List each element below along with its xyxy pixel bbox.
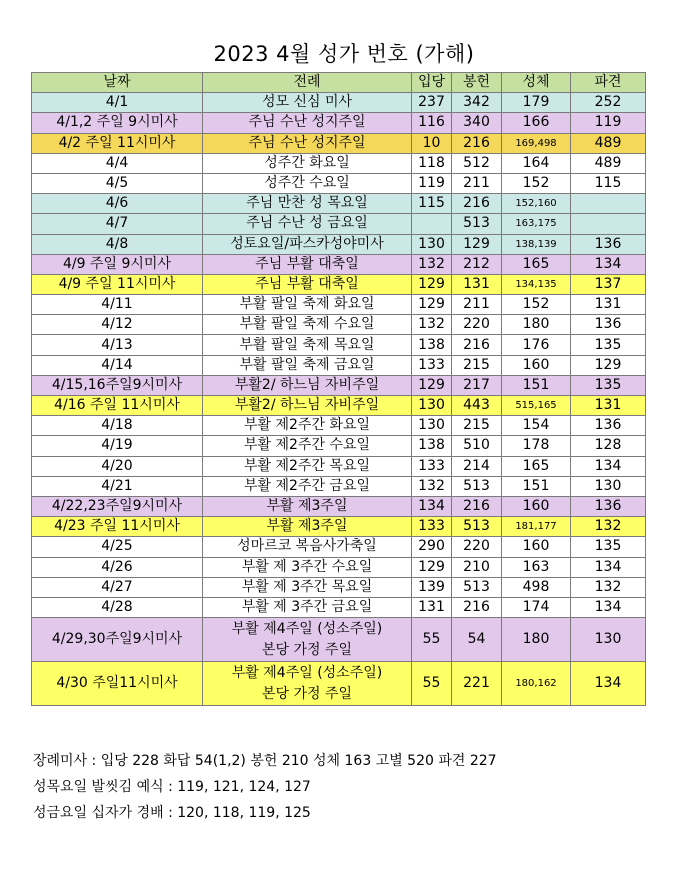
table-row — [32, 476, 646, 496]
liturgy-cell: 부활 제 3주간 수요일 — [203, 557, 412, 577]
dismissal-cell: 135 — [571, 335, 646, 355]
date-cell: 4/11 — [32, 295, 203, 315]
offertory-cell: 216 — [452, 194, 502, 214]
dismissal-cell: 489 — [571, 133, 646, 153]
table-row — [32, 214, 646, 234]
date-cell: 4/27 — [32, 577, 203, 597]
date-cell: 4/26 — [32, 557, 203, 577]
offertory-cell: 512 — [452, 153, 502, 173]
offertory-cell: 220 — [452, 315, 502, 335]
offertory-cell: 212 — [452, 254, 502, 274]
offertory-cell: 211 — [452, 173, 502, 193]
entrance-cell: 131 — [412, 597, 452, 617]
entrance-cell: 237 — [412, 93, 452, 113]
table-row — [32, 335, 646, 355]
table-row — [32, 517, 646, 537]
table-row — [32, 537, 646, 557]
table-row — [32, 456, 646, 476]
offertory-cell: 54 — [452, 618, 502, 662]
dismissal-cell: 131 — [571, 295, 646, 315]
table-row — [32, 416, 646, 436]
date-cell: 4/22,23주일9시미사 — [32, 496, 203, 516]
communion-cell: 178 — [502, 436, 571, 456]
table-row — [32, 113, 646, 133]
liturgy-cell: 주님 부활 대축일 — [203, 274, 412, 294]
table-row — [32, 618, 646, 662]
date-cell: 4/14 — [32, 355, 203, 375]
header-communion: 성체 — [502, 73, 571, 93]
table-row — [32, 254, 646, 274]
liturgy-cell: 부활2/ 하느님 자비주일 — [203, 375, 412, 395]
communion-cell: 174 — [502, 597, 571, 617]
date-cell: 4/19 — [32, 436, 203, 456]
dismissal-cell: 130 — [571, 476, 646, 496]
table-header-row — [32, 73, 646, 93]
date-cell: 4/21 — [32, 476, 203, 496]
table-row — [32, 355, 646, 375]
communion-cell: 180,162 — [502, 662, 571, 706]
communion-cell: 154 — [502, 416, 571, 436]
date-cell: 4/13 — [32, 335, 203, 355]
header-offertory: 봉헌 — [452, 73, 502, 93]
table-row — [32, 234, 646, 254]
offertory-cell: 220 — [452, 537, 502, 557]
date-cell: 4/29,30주일9시미사 — [32, 618, 203, 662]
entrance-cell: 139 — [412, 577, 452, 597]
offertory-cell: 443 — [452, 396, 502, 416]
dismissal-cell — [571, 194, 646, 214]
date-cell: 4/7 — [32, 214, 203, 234]
entrance-cell: 55 — [412, 618, 452, 662]
liturgy-cell: 성모 신심 미사 — [203, 93, 412, 113]
offertory-cell: 513 — [452, 476, 502, 496]
liturgy-cell: 부활2/ 하느님 자비주일 — [203, 396, 412, 416]
offertory-cell: 129 — [452, 234, 502, 254]
dismissal-cell: 129 — [571, 355, 646, 375]
entrance-cell: 130 — [412, 234, 452, 254]
date-cell: 4/6 — [32, 194, 203, 214]
page-title: 2023 4월 성가 번호 (가해) — [213, 42, 475, 66]
communion-cell: 180 — [502, 315, 571, 335]
dismissal-cell: 252 — [571, 93, 646, 113]
offertory-cell: 131 — [452, 274, 502, 294]
dismissal-cell: 134 — [571, 597, 646, 617]
communion-cell: 169,498 — [502, 133, 571, 153]
offertory-cell: 510 — [452, 436, 502, 456]
table-row — [32, 396, 646, 416]
offertory-cell: 342 — [452, 93, 502, 113]
header-entrance: 입당 — [412, 73, 452, 93]
date-cell: 4/8 — [32, 234, 203, 254]
table-row — [32, 375, 646, 395]
liturgy-cell: 주님 수난 성 금요일 — [203, 214, 412, 234]
dismissal-cell: 135 — [571, 375, 646, 395]
dismissal-cell: 136 — [571, 315, 646, 335]
date-cell: 4/4 — [32, 153, 203, 173]
offertory-cell: 216 — [452, 133, 502, 153]
communion-cell: 165 — [502, 254, 571, 274]
table-row — [32, 295, 646, 315]
communion-cell: 163 — [502, 557, 571, 577]
dismissal-cell: 135 — [571, 537, 646, 557]
liturgy-cell: 부활 팔일 축제 목요일 — [203, 335, 412, 355]
liturgy-cell: 부활 팔일 축제 화요일 — [203, 295, 412, 315]
note-good-friday: 성금요일 십자가 경배 : 120, 118, 119, 125 — [33, 805, 311, 821]
entrance-cell: 129 — [412, 295, 452, 315]
header-liturgy: 전례 — [203, 73, 412, 93]
offertory-cell: 216 — [452, 496, 502, 516]
liturgy-cell: 성마르코 복음사가축일 — [203, 537, 412, 557]
communion-cell: 498 — [502, 577, 571, 597]
dismissal-cell: 128 — [571, 436, 646, 456]
header-dismissal: 파견 — [571, 73, 646, 93]
liturgy-cell: 부활 제2주간 금요일 — [203, 476, 412, 496]
communion-cell: 138,139 — [502, 234, 571, 254]
date-cell: 4/9 주일 11시미사 — [32, 274, 203, 294]
liturgy-cell: 부활 제 3주간 금요일 — [203, 597, 412, 617]
offertory-cell: 221 — [452, 662, 502, 706]
communion-cell: 515,165 — [502, 396, 571, 416]
entrance-cell: 138 — [412, 335, 452, 355]
liturgy-cell: 성주간 화요일 — [203, 153, 412, 173]
entrance-cell: 133 — [412, 517, 452, 537]
table-row — [32, 315, 646, 335]
communion-cell: 160 — [502, 496, 571, 516]
table-row — [32, 557, 646, 577]
communion-cell: 180 — [502, 618, 571, 662]
entrance-cell: 290 — [412, 537, 452, 557]
entrance-cell: 119 — [412, 173, 452, 193]
communion-cell: 176 — [502, 335, 571, 355]
liturgy-cell: 부활 제2주간 화요일 — [203, 416, 412, 436]
dismissal-cell: 132 — [571, 577, 646, 597]
liturgy-cell: 부활 제2주간 수요일 — [203, 436, 412, 456]
dismissal-cell: 132 — [571, 517, 646, 537]
table-row — [32, 577, 646, 597]
communion-cell: 151 — [502, 375, 571, 395]
dismissal-cell: 131 — [571, 396, 646, 416]
communion-cell: 160 — [502, 355, 571, 375]
dismissal-cell: 134 — [571, 456, 646, 476]
offertory-cell: 513 — [452, 214, 502, 234]
liturgy-line-1: 부활 제4주일 (성소주일) — [231, 664, 383, 681]
offertory-cell: 513 — [452, 577, 502, 597]
entrance-cell: 115 — [412, 194, 452, 214]
date-cell: 4/15,16주일9시미사 — [32, 375, 203, 395]
table-row — [32, 93, 646, 113]
entrance-cell: 129 — [412, 375, 452, 395]
entrance-cell: 130 — [412, 416, 452, 436]
dismissal-cell: 115 — [571, 173, 646, 193]
date-cell: 4/1,2 주일 9시미사 — [32, 113, 203, 133]
dismissal-cell — [571, 214, 646, 234]
liturgy-cell: 성주간 수요일 — [203, 173, 412, 193]
entrance-cell: 129 — [412, 274, 452, 294]
communion-cell: 165 — [502, 456, 571, 476]
liturgy-line-1: 부활 제4주일 (성소주일) — [231, 620, 383, 637]
offertory-cell: 211 — [452, 295, 502, 315]
dismissal-cell: 136 — [571, 234, 646, 254]
note-funeral: 장례미사 : 입당 228 화답 54(1,2) 봉헌 210 성체 163 고별 520 파견 227 — [33, 753, 497, 769]
date-cell: 4/2 주일 11시미사 — [32, 133, 203, 153]
table-row — [32, 436, 646, 456]
notes-section — [33, 748, 497, 826]
entrance-cell: 132 — [412, 476, 452, 496]
table-row — [32, 153, 646, 173]
entrance-cell: 133 — [412, 456, 452, 476]
communion-cell: 152 — [502, 295, 571, 315]
liturgy-cell: 부활 팔일 축제 금요일 — [203, 355, 412, 375]
liturgy-cell: 주님 부활 대축일 — [203, 254, 412, 274]
liturgy-cell: 성토요일/파스카성야미사 — [203, 234, 412, 254]
entrance-cell: 134 — [412, 496, 452, 516]
dismissal-cell: 134 — [571, 254, 646, 274]
dismissal-cell: 489 — [571, 153, 646, 173]
liturgy-cell — [203, 662, 412, 706]
entrance-cell — [412, 214, 452, 234]
communion-cell: 152,160 — [502, 194, 571, 214]
entrance-cell: 129 — [412, 557, 452, 577]
entrance-cell: 133 — [412, 355, 452, 375]
offertory-cell: 210 — [452, 557, 502, 577]
entrance-cell: 118 — [412, 153, 452, 173]
offertory-cell: 215 — [452, 355, 502, 375]
liturgy-cell: 부활 제3주일 — [203, 517, 412, 537]
communion-cell: 166 — [502, 113, 571, 133]
communion-cell: 160 — [502, 537, 571, 557]
date-cell: 4/18 — [32, 416, 203, 436]
liturgy-cell: 부활 제3주일 — [203, 496, 412, 516]
table-row — [32, 274, 646, 294]
entrance-cell: 10 — [412, 133, 452, 153]
offertory-cell: 214 — [452, 456, 502, 476]
liturgy-cell: 주님 수난 성지주일 — [203, 113, 412, 133]
communion-cell: 134,135 — [502, 274, 571, 294]
liturgy-cell: 부활 제2주간 목요일 — [203, 456, 412, 476]
table-row — [32, 496, 646, 516]
date-cell: 4/16 주일 11시미사 — [32, 396, 203, 416]
entrance-cell: 138 — [412, 436, 452, 456]
date-cell: 4/9 주일 9시미사 — [32, 254, 203, 274]
date-cell: 4/23 주일 11시미사 — [32, 517, 203, 537]
dismissal-cell: 137 — [571, 274, 646, 294]
entrance-cell: 130 — [412, 396, 452, 416]
communion-cell: 181,177 — [502, 517, 571, 537]
offertory-cell: 217 — [452, 375, 502, 395]
entrance-cell: 132 — [412, 254, 452, 274]
entrance-cell: 132 — [412, 315, 452, 335]
dismissal-cell: 134 — [571, 557, 646, 577]
communion-cell: 179 — [502, 93, 571, 113]
liturgy-cell: 부활 제 3주간 목요일 — [203, 577, 412, 597]
offertory-cell: 340 — [452, 113, 502, 133]
communion-cell: 151 — [502, 476, 571, 496]
header-date: 날짜 — [32, 73, 203, 93]
liturgy-cell: 주님 수난 성지주일 — [203, 133, 412, 153]
communion-cell: 164 — [502, 153, 571, 173]
date-cell: 4/30 주일11시미사 — [32, 662, 203, 706]
offertory-cell: 215 — [452, 416, 502, 436]
offertory-cell: 216 — [452, 597, 502, 617]
date-cell: 4/20 — [32, 456, 203, 476]
entrance-cell: 116 — [412, 113, 452, 133]
note-holy-thursday: 성목요일 발씻김 예식 : 119, 121, 124, 127 — [33, 779, 311, 795]
dismissal-cell: 134 — [571, 662, 646, 706]
offertory-cell: 513 — [452, 517, 502, 537]
liturgy-line-2: 본당 가정 주일 — [261, 685, 353, 702]
communion-cell: 152 — [502, 173, 571, 193]
date-cell: 4/5 — [32, 173, 203, 193]
liturgy-cell: 부활 팔일 축제 수요일 — [203, 315, 412, 335]
hymn-schedule-table — [31, 72, 646, 706]
offertory-cell: 216 — [452, 335, 502, 355]
date-cell: 4/28 — [32, 597, 203, 617]
dismissal-cell: 130 — [571, 618, 646, 662]
dismissal-cell: 119 — [571, 113, 646, 133]
communion-cell: 163,175 — [502, 214, 571, 234]
date-cell: 4/12 — [32, 315, 203, 335]
liturgy-cell: 주님 만찬 성 목요일 — [203, 194, 412, 214]
dismissal-cell: 136 — [571, 496, 646, 516]
table-row — [32, 597, 646, 617]
table-row — [32, 173, 646, 193]
date-cell: 4/1 — [32, 93, 203, 113]
liturgy-line-2: 본당 가정 주일 — [261, 641, 353, 658]
table-row — [32, 662, 646, 706]
date-cell: 4/25 — [32, 537, 203, 557]
entrance-cell: 55 — [412, 662, 452, 706]
liturgy-cell — [203, 618, 412, 662]
dismissal-cell: 136 — [571, 416, 646, 436]
table-row — [32, 194, 646, 214]
table-row — [32, 133, 646, 153]
